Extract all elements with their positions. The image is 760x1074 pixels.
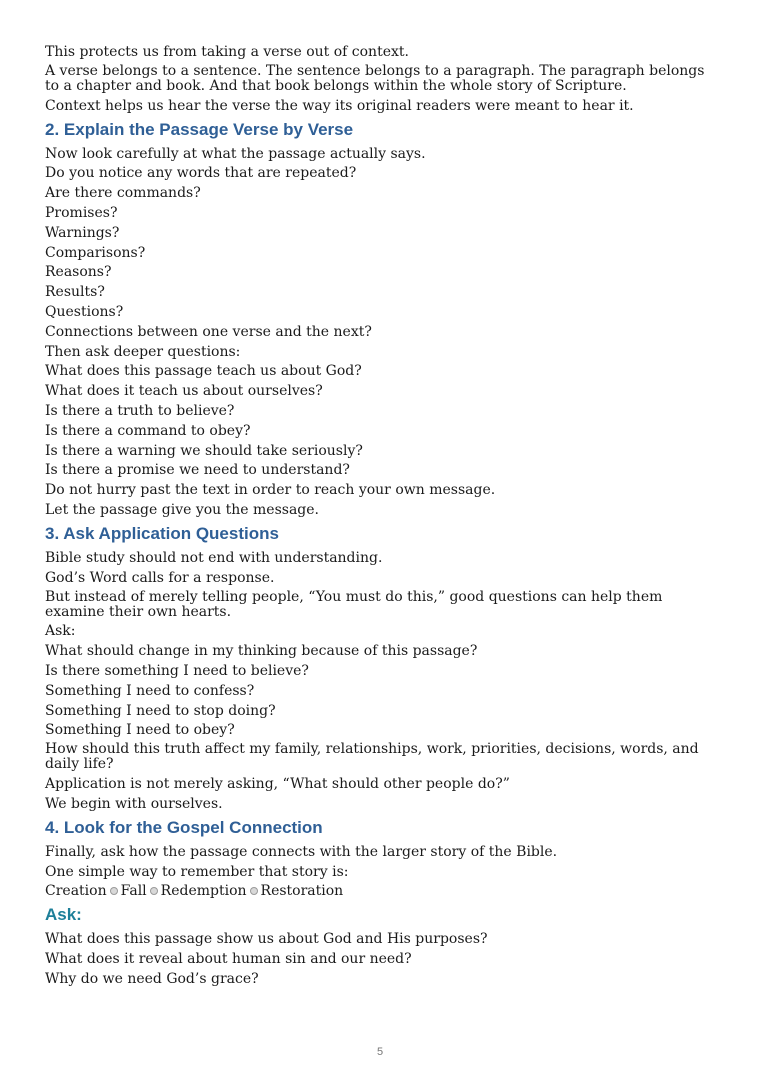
intro-line: A verse belongs to a sentence. The sentence belongs to a paragraph. The paragraph belongs to a chapter and book. And that book belongs within the whole story of Scripture. [45,62,705,94]
story-fall: Fall [120,883,147,900]
body-line: We begin with ourselves. [45,795,223,812]
section-heading-gospel: 4. Look for the Gospel Connection [45,817,323,837]
body-line: Let the passage give you the message. [45,501,319,518]
body-line: Ask: [45,623,76,640]
story-redemption: Redemption [160,883,247,900]
body-line: Promises? [45,204,118,221]
body-line: Something I need to confess? [45,682,255,699]
body-line: What should change in my thinking because of this passage? [45,643,478,660]
arrow-bullet-icon [110,887,118,895]
story-restoration: Restoration [260,883,344,900]
body-line: Is there a promise we need to understand? [45,462,350,479]
body-line: Bible study should not end with understanding. [45,549,383,566]
section-heading-ask: Ask: [45,905,82,925]
intro-line: Context helps us hear the verse the way its original readers were meant to hear it. [45,97,634,114]
body-line: Do you notice any words that are repeated? [45,165,357,182]
body-line: Do not hurry past the text in order to reach your own message. [45,482,496,499]
document-page [45,44,715,991]
body-line: God’s Word calls for a response. [45,569,275,586]
body-line: What does this passage show us about God and His purposes? [45,931,488,948]
body-line: Is there a truth to believe? [45,402,235,419]
intro-line: This protects us from taking a verse out of context. [45,44,409,60]
section-heading-explain: 2. Explain the Passage Verse by Verse [45,119,354,139]
body-line: Questions? [45,303,124,320]
section-heading-application: 3. Ask Application Questions [45,523,279,543]
body-line: Connections between one verse and the next? [45,323,372,340]
arrow-bullet-icon [250,887,258,895]
story-creation: Creation [45,883,107,900]
body-line: Something I need to stop doing? [45,702,276,719]
body-line: One simple way to remember that story is: [45,863,349,880]
body-line: Finally, ask how the passage connects with the larger story of the Bible. [45,843,558,860]
body-line: Are there commands? [45,185,201,202]
body-line: Results? [45,284,105,301]
body-line: But instead of merely telling people, “You must do this,” good questions can help them examine their own hearts. [45,588,663,620]
body-line: Something I need to obey? [45,722,235,739]
story-sequence [45,883,715,899]
body-line: What does this passage teach us about God? [45,363,362,380]
body-line: Warnings? [45,224,120,241]
body-line: What does it teach us about ourselves? [45,383,323,400]
arrow-bullet-icon [150,887,158,895]
body-line: Application is not merely asking, “What should other people do?” [45,775,510,792]
body-line: Is there a command to obey? [45,422,251,439]
body-line: Why do we need God’s grace? [45,970,259,987]
body-line: How should this truth affect my family, relationships, work, priorities, decisions, words, and daily life? [45,741,699,773]
body-line: Comparisons? [45,244,146,261]
body-line: Then ask deeper questions: [45,343,241,360]
body-line: Now look carefully at what the passage actually says. [45,145,426,162]
page-number: 5 [376,1046,384,1058]
body-line: Is there something I need to believe? [45,662,309,679]
body-line: Reasons? [45,264,112,281]
body-line: What does it reveal about human sin and our need? [45,951,412,968]
body-line: Is there a warning we should take seriously? [45,442,363,459]
